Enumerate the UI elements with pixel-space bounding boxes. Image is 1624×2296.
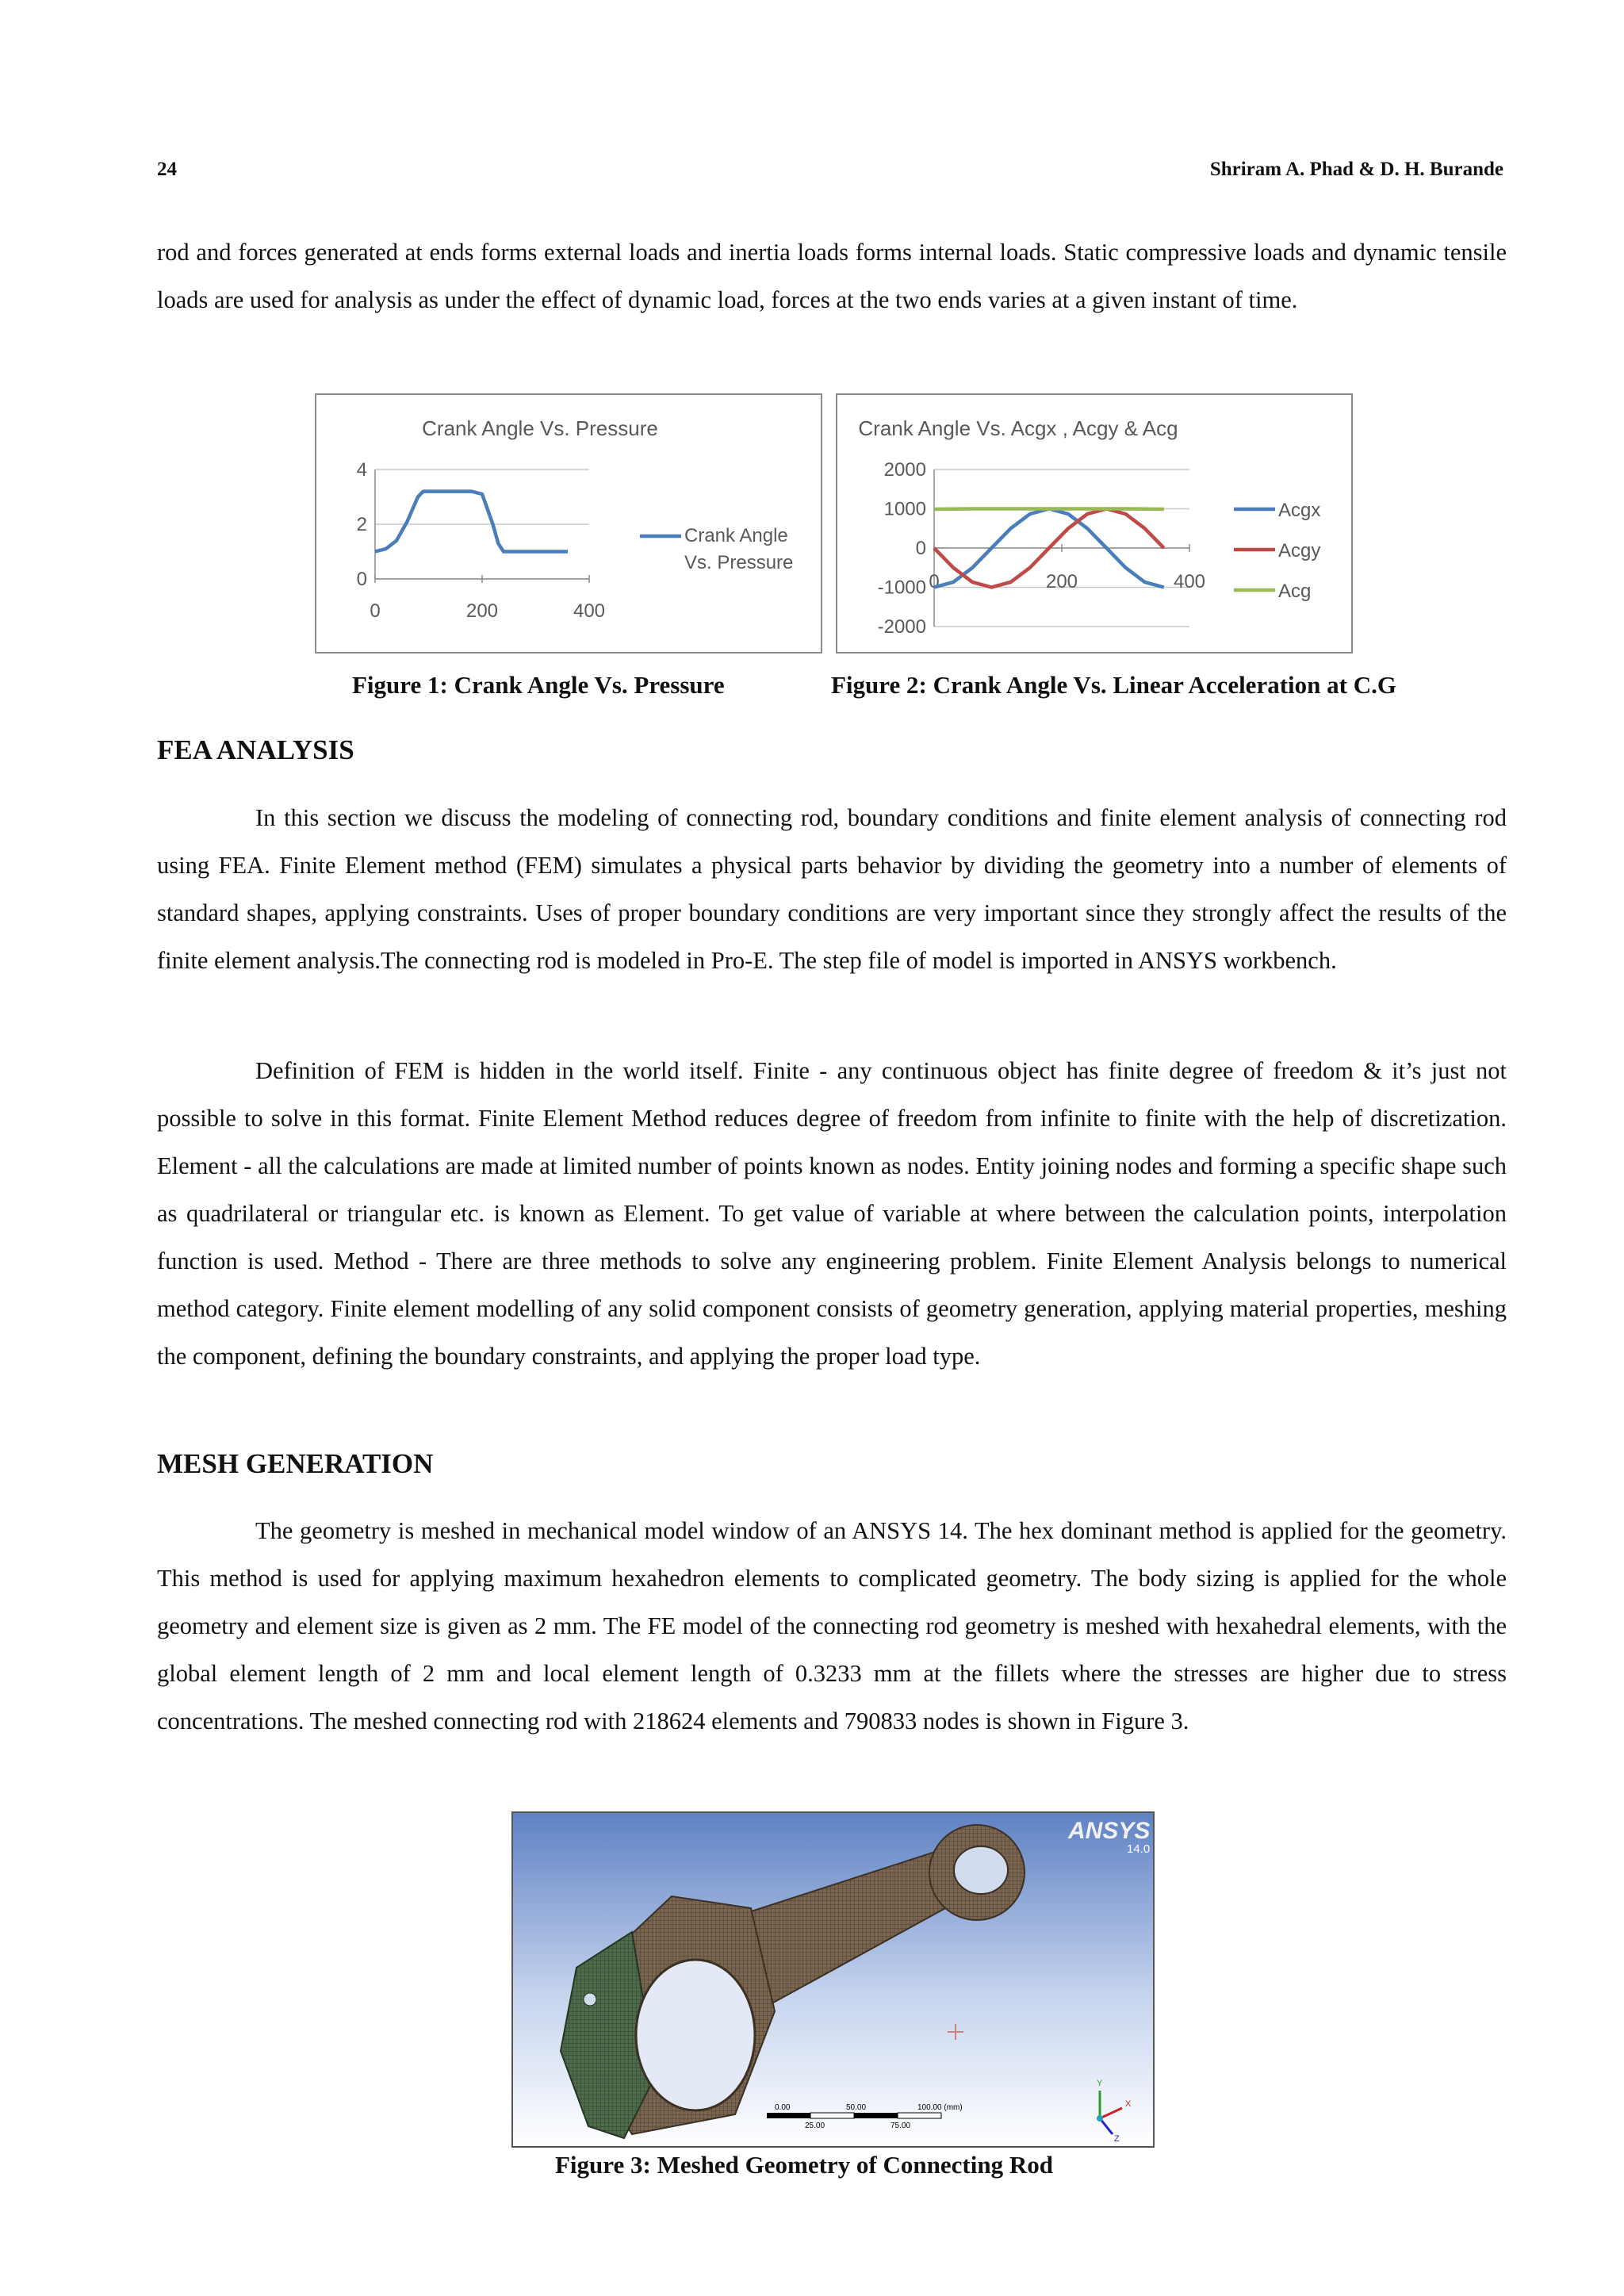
figure-2-caption: Figure 2: Crank Angle Vs. Linear Acceleration at C.G [831,671,1396,699]
figure-1-caption: Figure 1: Crank Angle Vs. Pressure [352,671,725,699]
intro-paragraph: rod and forces generated at ends forms external loads and inertia loads forms internal loads. Static compressive loads and dynamic tensile loads are used for analysis as under the effect of dynamic load, forces at the two ends varies at a given instant of time. [157,239,1507,313]
small-end-bore [954,1846,1008,1894]
scale-label: 0.00 [775,2103,791,2112]
axis-label: Y [1097,2079,1103,2088]
chart1-title: Crank Angle Vs. Pressure [422,416,658,440]
legend-label: Crank Angle [684,525,788,546]
y-tick-label: 0 [356,569,367,590]
legend-label: Vs. Pressure [684,552,794,573]
scale-label: 75.00 [891,2122,911,2130]
scale-label: 50.00 [846,2103,867,2112]
x-tick-label: 0 [929,571,940,592]
pressure-chart-svg [316,395,821,652]
figure-3-caption: Figure 3: Meshed Geometry of Connecting Rod [555,2151,1053,2179]
x-tick-label: 400 [1173,571,1206,592]
legend-label: Acgy [1278,540,1321,562]
y-tick-label: 1000 [883,498,926,520]
series-line-crank-angle-vs-pressure [375,492,568,552]
figure-2-chart [836,393,1353,654]
fea-analysis-heading: FEA ANALYSIS [157,734,354,765]
mesh-paragraph-1: The geometry is meshed in mechanical model window of an ANSYS 14. The hex dominant method is applied for the geometry. This method is used for applying maximum hexahedron elements to complicated geometry. The body sizing is applied for the whole geometry and element size is given as 2 mm. The FE model of the connecting rod geometry is meshed with hexahedral elements, with the global element length of 2 mm and local element length of 0.3233 mm at the fillets where the stresses are higher due to stress concentrations. The meshed connecting rod with 218624 elements and 790833 nodes is shown in Figure 3. [157,1517,1507,1734]
fea-paragraph-2: Definition of FEM is hidden in the world itself. Finite - any continuous object has finite degree of freedom & it’s just not possible to solve in this format. Finite Element Method reduces degree of freedom from infinite to finite with the help of discretization. Element - all the calculations are made at limited number of points known as nodes. Entity joining nodes and forming a specific shape such as quadrilateral or triangular etc. is known as Element. To get value of variable at where between the calculation points, interpolation function is used. Method - There are three methods to solve any engineering problem. Finite Element Analysis belongs to numerical method category. Finite element modelling of any solid component consists of geometry generation, applying material properties, meshing the component, defining the boundary constraints, and applying the proper load type. [157,1057,1507,1370]
x-tick-label: 200 [1045,571,1078,592]
legend-label: Acg [1278,581,1312,602]
x-tick-label: 0 [370,600,381,622]
chart2-title: Crank Angle Vs. Acgx , Acgy & Acg [858,416,1178,440]
acceleration-chart-svg [837,395,1351,652]
ansys-logo: ANSYS [1068,1818,1151,1844]
fea-paragraph-1: In this section we discuss the modeling of connecting rod, boundary conditions and finite element analysis of connecting rod using FEA. Finite Element method (FEM) simulates a physical parts behavior by dividing the geometry into a number of elements of standard shapes, applying constraints. Uses of proper boundary conditions are very important since they strongly affect the results of the finite element analysis.The connecting rod is modeled in Pro-E. The step file of model is imported in ANSYS workbench. [157,804,1507,974]
ansys-version: 14.0 [1127,1842,1151,1856]
x-tick-label: 400 [573,600,606,622]
page-number: 24 [157,159,177,180]
y-tick-label: 2 [356,514,367,535]
y-tick-label: 4 [356,459,367,481]
y-tick-label: 0 [915,538,926,559]
scale-label: 25.00 [805,2122,825,2130]
figure-1-chart [315,393,822,654]
axis-label: Z [1114,2134,1120,2144]
series-line-acg [934,509,1164,510]
mesh-generation-heading: MESH GENERATION [157,1448,434,1479]
mesh-render-svg [513,1813,1153,2146]
y-tick-label: 2000 [883,459,926,481]
meshed-connecting-rod-figure [511,1811,1155,2148]
running-header-authors: Shriram A. Phad & D. H. Burande [1209,159,1503,180]
axis-label: X [1125,2099,1132,2109]
big-end-bore [636,1960,755,2110]
legend-label: Acgx [1278,500,1321,521]
bolt-hole [584,1993,596,2006]
y-tick-label: -1000 [877,577,926,599]
scale-label: 100.00 (mm) [917,2103,963,2112]
y-tick-label: -2000 [877,616,926,638]
x-tick-label: 200 [465,600,499,622]
